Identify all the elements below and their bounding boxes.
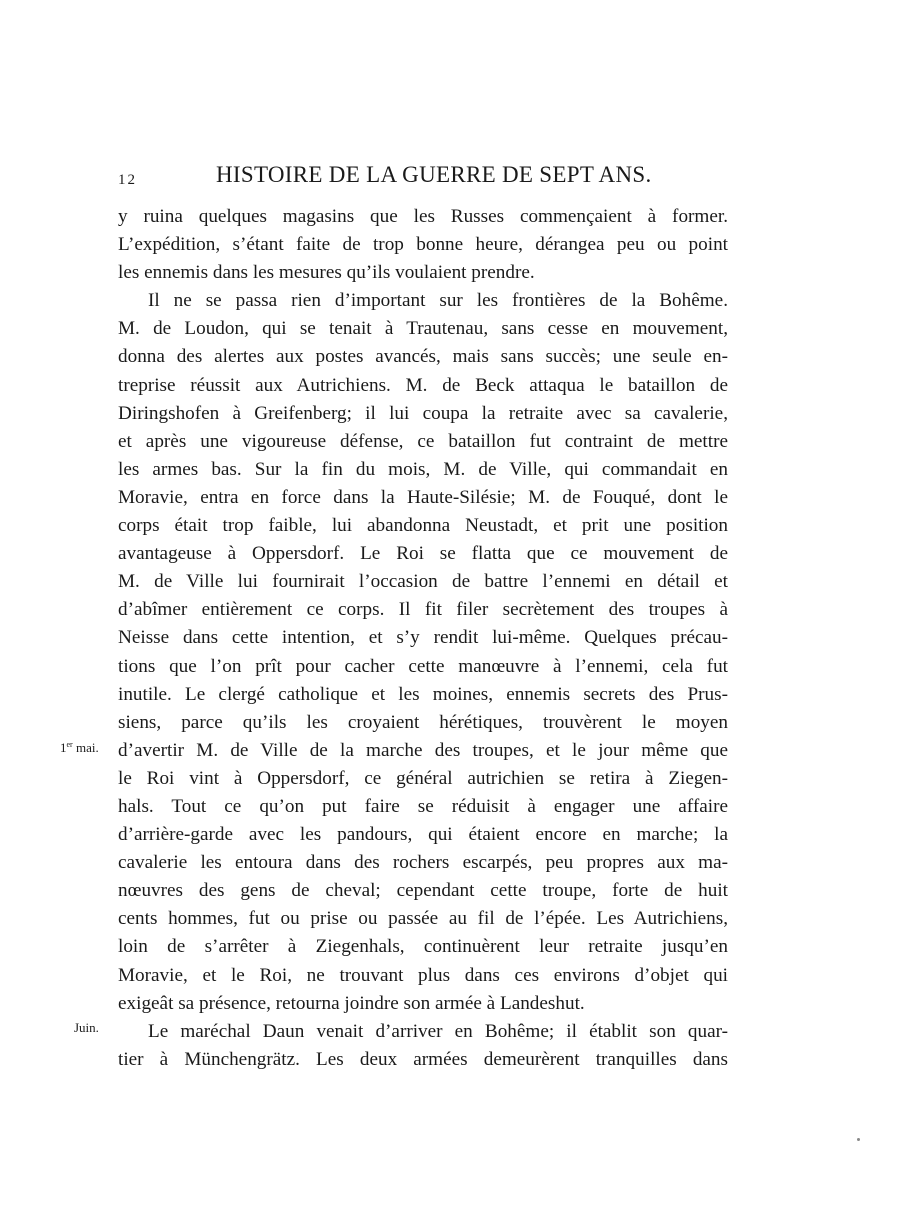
margin-date-word: mai. — [72, 740, 99, 755]
text-line: M. de Loudon, qui se tenait à Trautenau, sans cesse en mouvement, — [118, 318, 728, 340]
text-line: Moravie, et le Roi, ne trouvant plus dans ces environs d’objet qui — [118, 964, 728, 986]
text-line: loin de s’arrêter à Ziegenhals, continuèrent leur retraite jusqu’en — [118, 936, 728, 958]
page-number: 12 — [118, 172, 137, 188]
text-line: inutile. Le clergé catholique et les moines, ennemis secrets des Prus- — [118, 683, 728, 705]
margin-date-first-may — [60, 740, 99, 756]
margin-date-suffix: er — [66, 740, 73, 749]
text-line: Le maréchal Daun venait d’arriver en Bohême; il établit son quar- — [148, 1020, 728, 1042]
text-line: avantageuse à Oppersdorf. Le Roi se flatta que ce mouvement de — [118, 543, 728, 565]
body-text — [118, 203, 728, 1074]
text-line: Moravie, entra en force dans la Haute-Silésie; M. de Fouqué, dont le — [118, 486, 728, 508]
text-line: d’abîmer entièrement ce corps. Il fit filer secrètement des troupes à — [118, 599, 728, 621]
text-line: siens, parce qu’ils les croyaient hérétiques, trouvèrent le moyen — [118, 711, 728, 733]
text-line: Il ne se passa rien d’important sur les frontières de la Bohême. — [148, 290, 728, 312]
text-line: cents hommes, fut ou prise ou passée au fil de l’épée. Les Autrichiens, — [118, 908, 728, 930]
page-header — [118, 162, 728, 196]
text-line: les armes bas. Sur la fin du mois, M. de Ville, qui commandait en — [118, 458, 728, 480]
paper-speck — [857, 1138, 860, 1141]
text-line: les ennemis dans les mesures qu’ils voulaient prendre. — [118, 262, 535, 284]
text-line: corps était trop faible, lui abandonna Neustadt, et prit une position — [118, 515, 728, 537]
text-line: nœuvres des gens de cheval; cependant cette troupe, forte de huit — [118, 880, 728, 902]
text-line: treprise réussit aux Autrichiens. M. de Beck attaqua le bataillon de — [118, 374, 728, 396]
text-line: L’expédition, s’étant faite de trop bonne heure, dérangea peu ou point — [118, 234, 728, 256]
text-line: exigeât sa présence, retourna joindre son armée à Landeshut. — [118, 992, 585, 1014]
text-line: M. de Ville lui fournirait l’occasion de battre l’ennemi en détail et — [118, 571, 728, 593]
text-line: d’arrière-garde avec les pandours, qui étaient encore en marche; la — [118, 824, 728, 846]
text-line: tier à Münchengrätz. Les deux armées demeurèrent tranquilles dans — [118, 1048, 728, 1070]
text-line: Neisse dans cette intention, et s’y rendit lui-même. Quelques précau- — [118, 627, 728, 649]
margin-date-number: 1 — [60, 740, 67, 755]
text-line: cavalerie les entoura dans des rochers escarpés, peu propres aux ma- — [118, 852, 728, 874]
text-line: donna des alertes aux postes avancés, mais sans succès; une seule en- — [118, 346, 728, 368]
text-line: et après une vigoureuse défense, ce bataillon fut contraint de mettre — [118, 430, 728, 452]
text-line: le Roi vint à Oppersdorf, ce général autrichien se retira à Ziegen- — [118, 767, 728, 789]
text-line: tions que l’on prît pour cacher cette manœuvre à l’ennemi, cela fut — [118, 655, 728, 677]
running-title: HISTOIRE DE LA GUERRE DE SEPT ANS. — [216, 162, 652, 187]
text-line: Diringshofen à Greifenberg; il lui coupa la retraite avec sa cavalerie, — [118, 402, 728, 424]
margin-date-june: Juin. — [74, 1020, 99, 1035]
text-line: y ruina quelques magasins que les Russes commençaient à former. — [118, 206, 728, 227]
text-line: d’avertir M. de Ville de la marche des troupes, et le jour même que — [118, 739, 728, 761]
text-line: hals. Tout ce qu’on put faire se réduisit à engager une affaire — [118, 795, 728, 817]
